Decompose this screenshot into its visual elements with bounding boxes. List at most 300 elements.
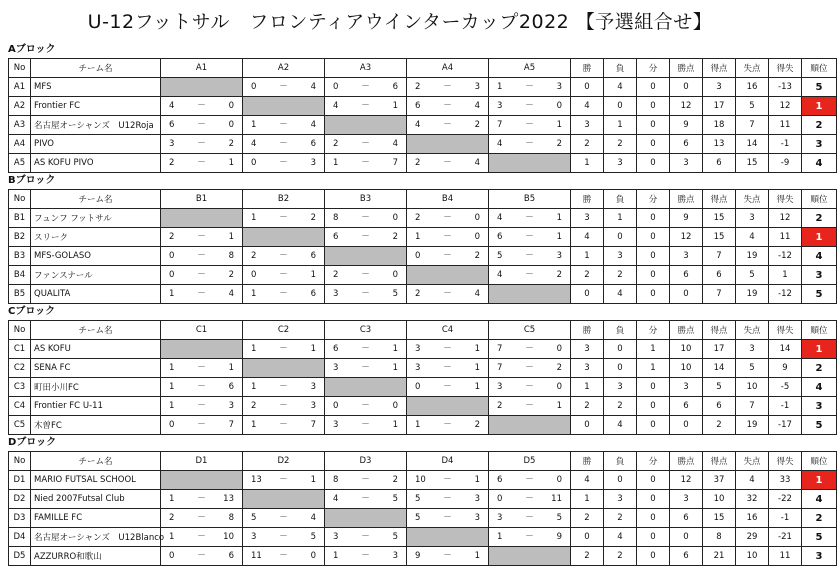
table-row	[9, 97, 837, 116]
team-name: スリーク	[31, 228, 161, 247]
draws: 1	[637, 359, 670, 378]
goals-scored: 15	[703, 228, 736, 247]
goals-against: 4	[474, 101, 480, 111]
goals-against: 2	[556, 139, 562, 149]
score-dash: －	[525, 494, 534, 504]
goals-for: 2	[169, 158, 175, 168]
goals-against: 3	[474, 494, 480, 504]
draws: 0	[637, 209, 670, 228]
goals-for: 0	[251, 158, 257, 168]
goals-against: 4	[310, 120, 316, 130]
goals-conceded: 14	[736, 135, 769, 154]
col-header-opponent: A3	[325, 59, 407, 78]
score-dash: －	[279, 475, 288, 485]
score-dash: －	[525, 382, 534, 392]
goals-against: 3	[310, 401, 316, 411]
goals-for: 1	[169, 532, 175, 542]
match-score	[407, 154, 489, 173]
score-dash: －	[197, 513, 206, 523]
match-score	[489, 359, 571, 378]
match-score	[325, 97, 407, 116]
goals-against: 1	[392, 101, 398, 111]
goals-against: 2	[474, 251, 480, 261]
block-label: Aブロック	[8, 44, 56, 55]
score-dash: －	[361, 420, 370, 430]
goals-against: 0	[228, 101, 234, 111]
wins: 1	[571, 378, 604, 397]
goals-for: 1	[251, 289, 257, 299]
wins: 0	[571, 528, 604, 547]
team-name: AS KOFU PIVO	[31, 154, 161, 173]
goals-scored: 5	[703, 378, 736, 397]
col-header-loss: 負	[604, 321, 637, 340]
goals-for: 1	[415, 420, 421, 430]
goals-for: 2	[333, 139, 339, 149]
points: 6	[670, 135, 703, 154]
goals-for: 1	[251, 213, 257, 223]
match-score	[243, 416, 325, 435]
goals-for: 2	[169, 232, 175, 242]
draws: 0	[637, 116, 670, 135]
match-score	[243, 116, 325, 135]
goal-difference: -17	[769, 416, 802, 435]
match-score	[243, 266, 325, 285]
goals-for: 1	[251, 120, 257, 130]
score-dash: －	[361, 270, 370, 280]
col-header-opponent: B3	[325, 190, 407, 209]
score-dash: －	[197, 251, 206, 261]
col-header-gd: 得失	[769, 452, 802, 471]
self-match-cell	[161, 471, 243, 490]
table-row	[9, 116, 837, 135]
match-score	[489, 266, 571, 285]
draws: 0	[637, 135, 670, 154]
col-header-win: 勝	[571, 452, 604, 471]
goals-for: 5	[251, 513, 257, 523]
match-score	[325, 154, 407, 173]
team-no: A1	[9, 78, 31, 97]
score-dash: －	[361, 139, 370, 149]
col-header-team: チーム名	[31, 452, 161, 471]
goals-for: 6	[497, 232, 503, 242]
match-score	[243, 78, 325, 97]
goals-for: 1	[169, 382, 175, 392]
score-dash: －	[197, 139, 206, 149]
goals-for: 7	[497, 344, 503, 354]
block-label: Dブロック	[8, 437, 57, 448]
score-dash: －	[197, 270, 206, 280]
group-block	[8, 173, 828, 304]
match-score	[161, 547, 243, 566]
score-dash: －	[443, 382, 452, 392]
col-header-opponent: C5	[489, 321, 571, 340]
col-header-win: 勝	[571, 59, 604, 78]
match-score	[325, 490, 407, 509]
losses: 2	[604, 266, 637, 285]
losses: 4	[604, 416, 637, 435]
goals-scored: 21	[703, 547, 736, 566]
goals-against: 2	[474, 420, 480, 430]
goals-against: 1	[310, 344, 316, 354]
col-header-points: 勝点	[670, 59, 703, 78]
goals-for: 8	[333, 213, 339, 223]
goals-for: 0	[169, 270, 175, 280]
goals-conceded: 10	[736, 547, 769, 566]
points: 12	[670, 228, 703, 247]
score-dash: －	[361, 344, 370, 354]
rank-value: 1	[802, 228, 837, 247]
score-dash: －	[197, 494, 206, 504]
wins: 1	[571, 490, 604, 509]
col-header-gd: 得失	[769, 59, 802, 78]
team-no: C2	[9, 359, 31, 378]
match-score	[161, 247, 243, 266]
team-no: D3	[9, 509, 31, 528]
goals-scored: 15	[703, 209, 736, 228]
match-score	[489, 378, 571, 397]
points: 0	[670, 285, 703, 304]
losses: 3	[604, 490, 637, 509]
wins: 1	[571, 247, 604, 266]
goal-difference: -9	[769, 154, 802, 173]
goals-for: 4	[497, 139, 503, 149]
points: 12	[670, 97, 703, 116]
goals-scored: 7	[703, 285, 736, 304]
self-match-cell	[161, 78, 243, 97]
col-header-loss: 負	[604, 452, 637, 471]
wins: 4	[571, 228, 604, 247]
score-dash: －	[525, 475, 534, 485]
col-header-opponent: D1	[161, 452, 243, 471]
match-score	[489, 228, 571, 247]
goals-for: 11	[251, 551, 262, 561]
goals-for: 2	[333, 270, 339, 280]
col-header-draw: 分	[637, 321, 670, 340]
team-no: B4	[9, 266, 31, 285]
score-dash: －	[443, 551, 452, 561]
team-name: AS KOFU	[31, 340, 161, 359]
score-dash: －	[197, 232, 206, 242]
table-row	[9, 340, 837, 359]
goals-conceded: 7	[736, 116, 769, 135]
goals-against: 1	[474, 551, 480, 561]
goals-for: 0	[415, 382, 421, 392]
goals-for: 2	[497, 401, 503, 411]
col-header-gd: 得失	[769, 190, 802, 209]
goals-for: 2	[415, 82, 421, 92]
col-header-no: No	[9, 190, 31, 209]
score-dash: －	[525, 363, 534, 373]
score-dash: －	[361, 494, 370, 504]
goals-against: 1	[228, 232, 234, 242]
col-header-draw: 分	[637, 190, 670, 209]
match-score	[243, 528, 325, 547]
match-score	[325, 285, 407, 304]
team-name: SENA FC	[31, 359, 161, 378]
score-dash: －	[197, 382, 206, 392]
team-name: ファンスナール	[31, 266, 161, 285]
col-header-opponent: B4	[407, 190, 489, 209]
goals-for: 0	[169, 251, 175, 261]
col-header-opponent: B1	[161, 190, 243, 209]
goals-for: 0	[169, 551, 175, 561]
col-header-loss: 負	[604, 190, 637, 209]
goals-for: 2	[415, 158, 421, 168]
wins: 3	[571, 209, 604, 228]
losses: 2	[604, 135, 637, 154]
draws: 0	[637, 78, 670, 97]
goals-against: 13	[223, 494, 234, 504]
draws: 0	[637, 266, 670, 285]
goals-conceded: 16	[736, 509, 769, 528]
team-no: A2	[9, 97, 31, 116]
wins: 0	[571, 285, 604, 304]
score-dash: －	[361, 363, 370, 373]
goals-against: 7	[228, 420, 234, 430]
score-dash: －	[279, 382, 288, 392]
goals-against: 6	[392, 82, 398, 92]
losses: 4	[604, 528, 637, 547]
score-dash: －	[443, 344, 452, 354]
points: 9	[670, 209, 703, 228]
goals-against: 2	[310, 213, 316, 223]
goals-against: 3	[556, 251, 562, 261]
match-score	[243, 471, 325, 490]
goals-scored: 2	[703, 416, 736, 435]
team-name: Nied 2007Futsal Club	[31, 490, 161, 509]
goals-against: 4	[392, 139, 398, 149]
col-header-team: チーム名	[31, 59, 161, 78]
self-match-cell	[407, 266, 489, 285]
team-name: FAMILLE FC	[31, 509, 161, 528]
team-name: MFS	[31, 78, 161, 97]
team-name: QUALITA	[31, 285, 161, 304]
goals-conceded: 3	[736, 209, 769, 228]
score-dash: －	[361, 158, 370, 168]
goal-difference: 12	[769, 209, 802, 228]
col-header-team: チーム名	[31, 321, 161, 340]
rank-value: 5	[802, 416, 837, 435]
col-header-gd: 得失	[769, 321, 802, 340]
goals-against: 2	[556, 270, 562, 280]
goals-for: 4	[333, 101, 339, 111]
goals-for: 1	[251, 344, 257, 354]
goals-for: 0	[333, 401, 339, 411]
score-dash: －	[443, 158, 452, 168]
wins: 1	[571, 154, 604, 173]
draws: 0	[637, 416, 670, 435]
wins: 2	[571, 547, 604, 566]
match-score	[407, 340, 489, 359]
goals-against: 4	[310, 513, 316, 523]
col-header-loss: 負	[604, 59, 637, 78]
match-score	[243, 209, 325, 228]
col-header-draw: 分	[637, 59, 670, 78]
match-score	[489, 509, 571, 528]
team-no: C4	[9, 397, 31, 416]
col-header-win: 勝	[571, 190, 604, 209]
goals-against: 3	[474, 513, 480, 523]
goals-against: 5	[392, 494, 398, 504]
losses: 2	[604, 397, 637, 416]
match-score	[489, 97, 571, 116]
losses: 0	[604, 228, 637, 247]
points: 0	[670, 416, 703, 435]
table-row	[9, 154, 837, 173]
table-row	[9, 416, 837, 435]
match-score	[161, 97, 243, 116]
goals-for: 4	[497, 213, 503, 223]
goals-for: 7	[497, 120, 503, 130]
col-header-opponent: D5	[489, 452, 571, 471]
col-header-opponent: B2	[243, 190, 325, 209]
wins: 3	[571, 359, 604, 378]
goals-against: 5	[556, 513, 562, 523]
wins: 2	[571, 135, 604, 154]
self-match-cell	[325, 116, 407, 135]
points: 10	[670, 359, 703, 378]
match-score	[489, 116, 571, 135]
wins: 4	[571, 471, 604, 490]
goals-against: 9	[556, 532, 562, 542]
rank-value: 3	[802, 397, 837, 416]
goals-against: 6	[310, 289, 316, 299]
goals-against: 0	[310, 551, 316, 561]
table-row	[9, 285, 837, 304]
match-score	[161, 116, 243, 135]
self-match-cell	[243, 97, 325, 116]
losses: 0	[604, 340, 637, 359]
goal-difference: -1	[769, 135, 802, 154]
draws: 0	[637, 547, 670, 566]
goals-against: 1	[556, 401, 562, 411]
goals-for: 1	[415, 232, 421, 242]
goals-scored: 15	[703, 509, 736, 528]
col-header-opponent: D4	[407, 452, 489, 471]
team-no: B2	[9, 228, 31, 247]
header-row	[9, 452, 837, 471]
self-match-cell	[489, 416, 571, 435]
match-score	[489, 340, 571, 359]
match-score	[407, 97, 489, 116]
goals-against: 1	[392, 363, 398, 373]
match-score	[243, 547, 325, 566]
goal-difference: -13	[769, 78, 802, 97]
block-label: Bブロック	[8, 175, 56, 186]
goals-conceded: 32	[736, 490, 769, 509]
goals-for: 1	[169, 494, 175, 504]
match-score	[325, 209, 407, 228]
losses: 4	[604, 78, 637, 97]
table-row	[9, 228, 837, 247]
score-dash: －	[443, 513, 452, 523]
team-name: MFS-GOLASO	[31, 247, 161, 266]
losses: 2	[604, 547, 637, 566]
table-row	[9, 490, 837, 509]
rank-value: 5	[802, 528, 837, 547]
goal-difference: -12	[769, 247, 802, 266]
goals-against: 2	[392, 475, 398, 485]
col-header-points: 勝点	[670, 321, 703, 340]
goals-for: 1	[497, 532, 503, 542]
goals-for: 5	[497, 251, 503, 261]
goals-conceded: 19	[736, 416, 769, 435]
losses: 4	[604, 285, 637, 304]
goals-for: 1	[251, 382, 257, 392]
draws: 0	[637, 247, 670, 266]
rank-value: 2	[802, 116, 837, 135]
standings-table	[8, 320, 837, 435]
self-match-cell	[161, 209, 243, 228]
team-no: D5	[9, 547, 31, 566]
goals-scored: 7	[703, 247, 736, 266]
goals-conceded: 19	[736, 285, 769, 304]
goal-difference: 11	[769, 547, 802, 566]
goals-against: 2	[392, 232, 398, 242]
match-score	[407, 116, 489, 135]
goals-conceded: 3	[736, 340, 769, 359]
goals-against: 1	[310, 475, 316, 485]
goals-for: 9	[415, 551, 421, 561]
match-score	[243, 247, 325, 266]
col-header-rank: 順位	[802, 321, 837, 340]
score-dash: －	[443, 494, 452, 504]
goals-for: 1	[169, 401, 175, 411]
table-row	[9, 509, 837, 528]
col-header-rank: 順位	[802, 190, 837, 209]
rank-value: 2	[802, 359, 837, 378]
match-score	[489, 471, 571, 490]
score-dash: －	[279, 251, 288, 261]
score-dash: －	[525, 232, 534, 242]
score-dash: －	[443, 363, 452, 373]
goals-against: 2	[228, 270, 234, 280]
self-match-cell	[161, 340, 243, 359]
goals-against: 3	[310, 158, 316, 168]
score-dash: －	[361, 232, 370, 242]
draws: 0	[637, 97, 670, 116]
score-dash: －	[443, 475, 452, 485]
header-row	[9, 190, 837, 209]
team-no: D1	[9, 471, 31, 490]
score-dash: －	[279, 513, 288, 523]
score-dash: －	[443, 251, 452, 261]
score-dash: －	[361, 532, 370, 542]
points: 6	[670, 509, 703, 528]
col-header-rank: 順位	[802, 59, 837, 78]
table-row	[9, 378, 837, 397]
self-match-cell	[407, 135, 489, 154]
goals-for: 3	[497, 382, 503, 392]
goals-against: 1	[310, 270, 316, 280]
self-match-cell	[325, 247, 407, 266]
losses: 1	[604, 116, 637, 135]
score-dash: －	[361, 475, 370, 485]
wins: 3	[571, 340, 604, 359]
match-score	[407, 490, 489, 509]
rank-value: 2	[802, 509, 837, 528]
wins: 4	[571, 97, 604, 116]
col-header-opponent: D2	[243, 452, 325, 471]
goals-conceded: 10	[736, 378, 769, 397]
col-header-opponent: A1	[161, 59, 243, 78]
score-dash: －	[443, 120, 452, 130]
draws: 1	[637, 340, 670, 359]
goals-for: 4	[333, 494, 339, 504]
score-dash: －	[525, 251, 534, 261]
score-dash: －	[197, 158, 206, 168]
match-score	[325, 78, 407, 97]
